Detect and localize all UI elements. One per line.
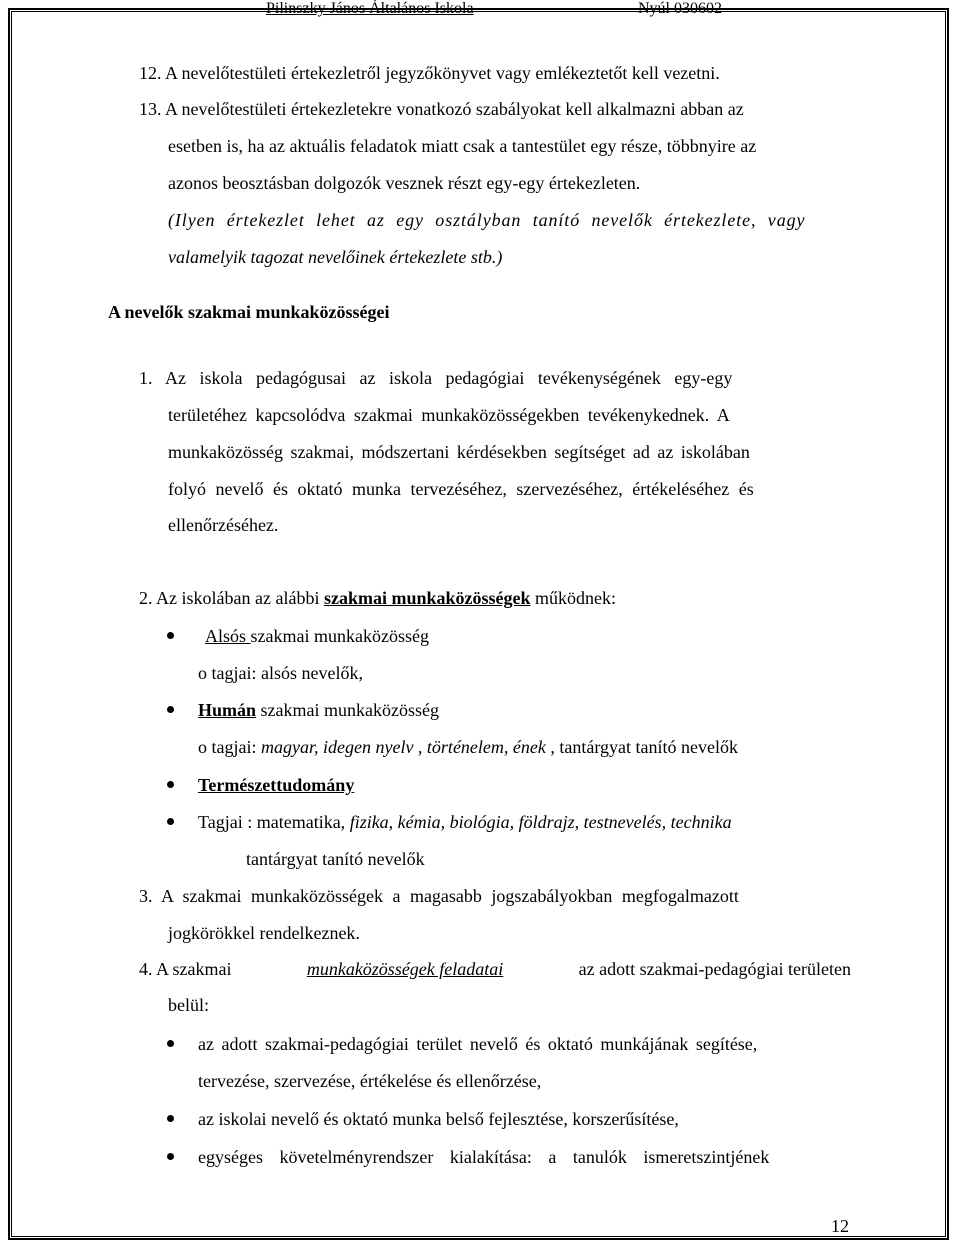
header-right: Nyúl 030602 — [638, 0, 722, 17]
p2-heading-c: működnek: — [530, 588, 616, 608]
term-sub-b: fizika, kémia, biológia, földrajz, testnevelés, technika — [349, 812, 732, 832]
bullet-dot — [167, 1153, 174, 1160]
bullet-dot — [167, 706, 174, 713]
human-sub — [198, 736, 738, 758]
alsos-item — [205, 625, 429, 647]
p4-bullet3: egységes követelményrendszer kialakítása: a tanulók ismeretszintjének — [198, 1147, 770, 1167]
item-13-note-line1: (Ilyen értekezlet lehet az egy osztályban tanító nevelők értekezlete, vagy — [168, 210, 806, 230]
header-left: Pilinszky János Általános Iskola — [266, 0, 474, 17]
bullet-dot — [167, 818, 174, 825]
bullet-dot — [167, 632, 174, 639]
p1-line1: 1. Az iskola pedagógusai az iskola pedagógiai tevékenységének egy-egy — [139, 368, 733, 388]
p4-b: munkaközösségek feladatai — [306, 959, 504, 979]
p1-line4: folyó nevelő és oktató munka tervezéséhez, szervezéséhez, értékeléséhez és — [168, 479, 754, 499]
term-sub-2: tantárgyat tanító nevelők — [246, 849, 425, 869]
bullet-dot — [167, 1040, 174, 1047]
term-sub-a: Tagjai : matematika, — [198, 812, 350, 832]
human-name: Humán — [198, 700, 257, 720]
human-item — [198, 699, 439, 721]
p1-line5: ellenőrzéséhez. — [168, 515, 279, 535]
item-13-line3: azonos beosztásban dolgozók vesznek részt egy-egy értekezleten. — [168, 173, 641, 193]
alsos-rest: szakmai munkaközösség — [250, 626, 429, 646]
p2-heading-b: szakmai munkaközösségek — [323, 588, 531, 608]
alsos-sub: o tagjai: alsós nevelők, — [198, 663, 363, 683]
p4-line1 — [139, 958, 851, 980]
p4-a: 4. A szakmai — [139, 959, 232, 979]
p2-heading-a: 2. Az iskolában az alábbi — [139, 588, 324, 608]
p4-bullet2: az iskolai nevelő és oktató munka belső fejlesztése, korszerűsítése, — [198, 1109, 679, 1129]
p1-line3: munkaközösség szakmai, módszertani kérdésekben segítséget ad az iskolában — [168, 442, 750, 462]
section-title: A nevelők szakmai munkaközösségei — [108, 302, 390, 322]
term-sub — [198, 811, 732, 833]
p4-line2: belül: — [168, 995, 209, 1015]
item-13-note-line2: valamelyik tagozat nevelőinek értekezlete stb.) — [168, 247, 503, 267]
page-number: 12 — [831, 1216, 849, 1236]
bullet-dot — [167, 1115, 174, 1122]
p4-bullet1-line2: tervezése, szervezése, értékelése és ellenőrzése, — [198, 1071, 542, 1091]
term-name: Természettudomány — [198, 775, 355, 795]
human-sub-b: magyar, idegen nyelv , történelem, ének — [260, 737, 546, 757]
item-12: 12. A nevelőtestületi értekezletről jegyzőkönyvet vagy emlékeztetőt kell vezetni. — [139, 63, 720, 83]
p3-line2: jogkörökkel rendelkeznek. — [168, 923, 360, 943]
human-rest: szakmai munkaközösség — [256, 700, 439, 720]
p2-heading — [139, 587, 616, 609]
alsos-name: Alsós — [205, 626, 251, 646]
item-13-line2: esetben is, ha az aktuális feladatok miatt csak a tantestület egy része, többnyire az — [168, 136, 757, 156]
p3-line1: 3. A szakmai munkaközösségek a magasabb jogszabályokban megfogalmazott — [139, 886, 739, 906]
p1-line2: területéhez kapcsolódva szakmai munkaközösségekben tevékenykednek. A — [168, 405, 730, 425]
human-sub-a: o tagjai: — [198, 737, 261, 757]
item-13-line1: 13. A nevelőtestületi értekezletekre vonatkozó szabályokat kell alkalmazni abban az — [139, 99, 744, 119]
page-header — [0, 0, 960, 20]
p4-c: az adott szakmai-pedagógiai területen — [578, 959, 851, 979]
p4-bullet1-line1: az adott szakmai-pedagógiai terület nevelő és oktató munkájának segítése, — [198, 1034, 758, 1054]
human-sub-c: , tantárgyat tanító nevelők — [545, 737, 738, 757]
bullet-dot — [167, 781, 174, 788]
